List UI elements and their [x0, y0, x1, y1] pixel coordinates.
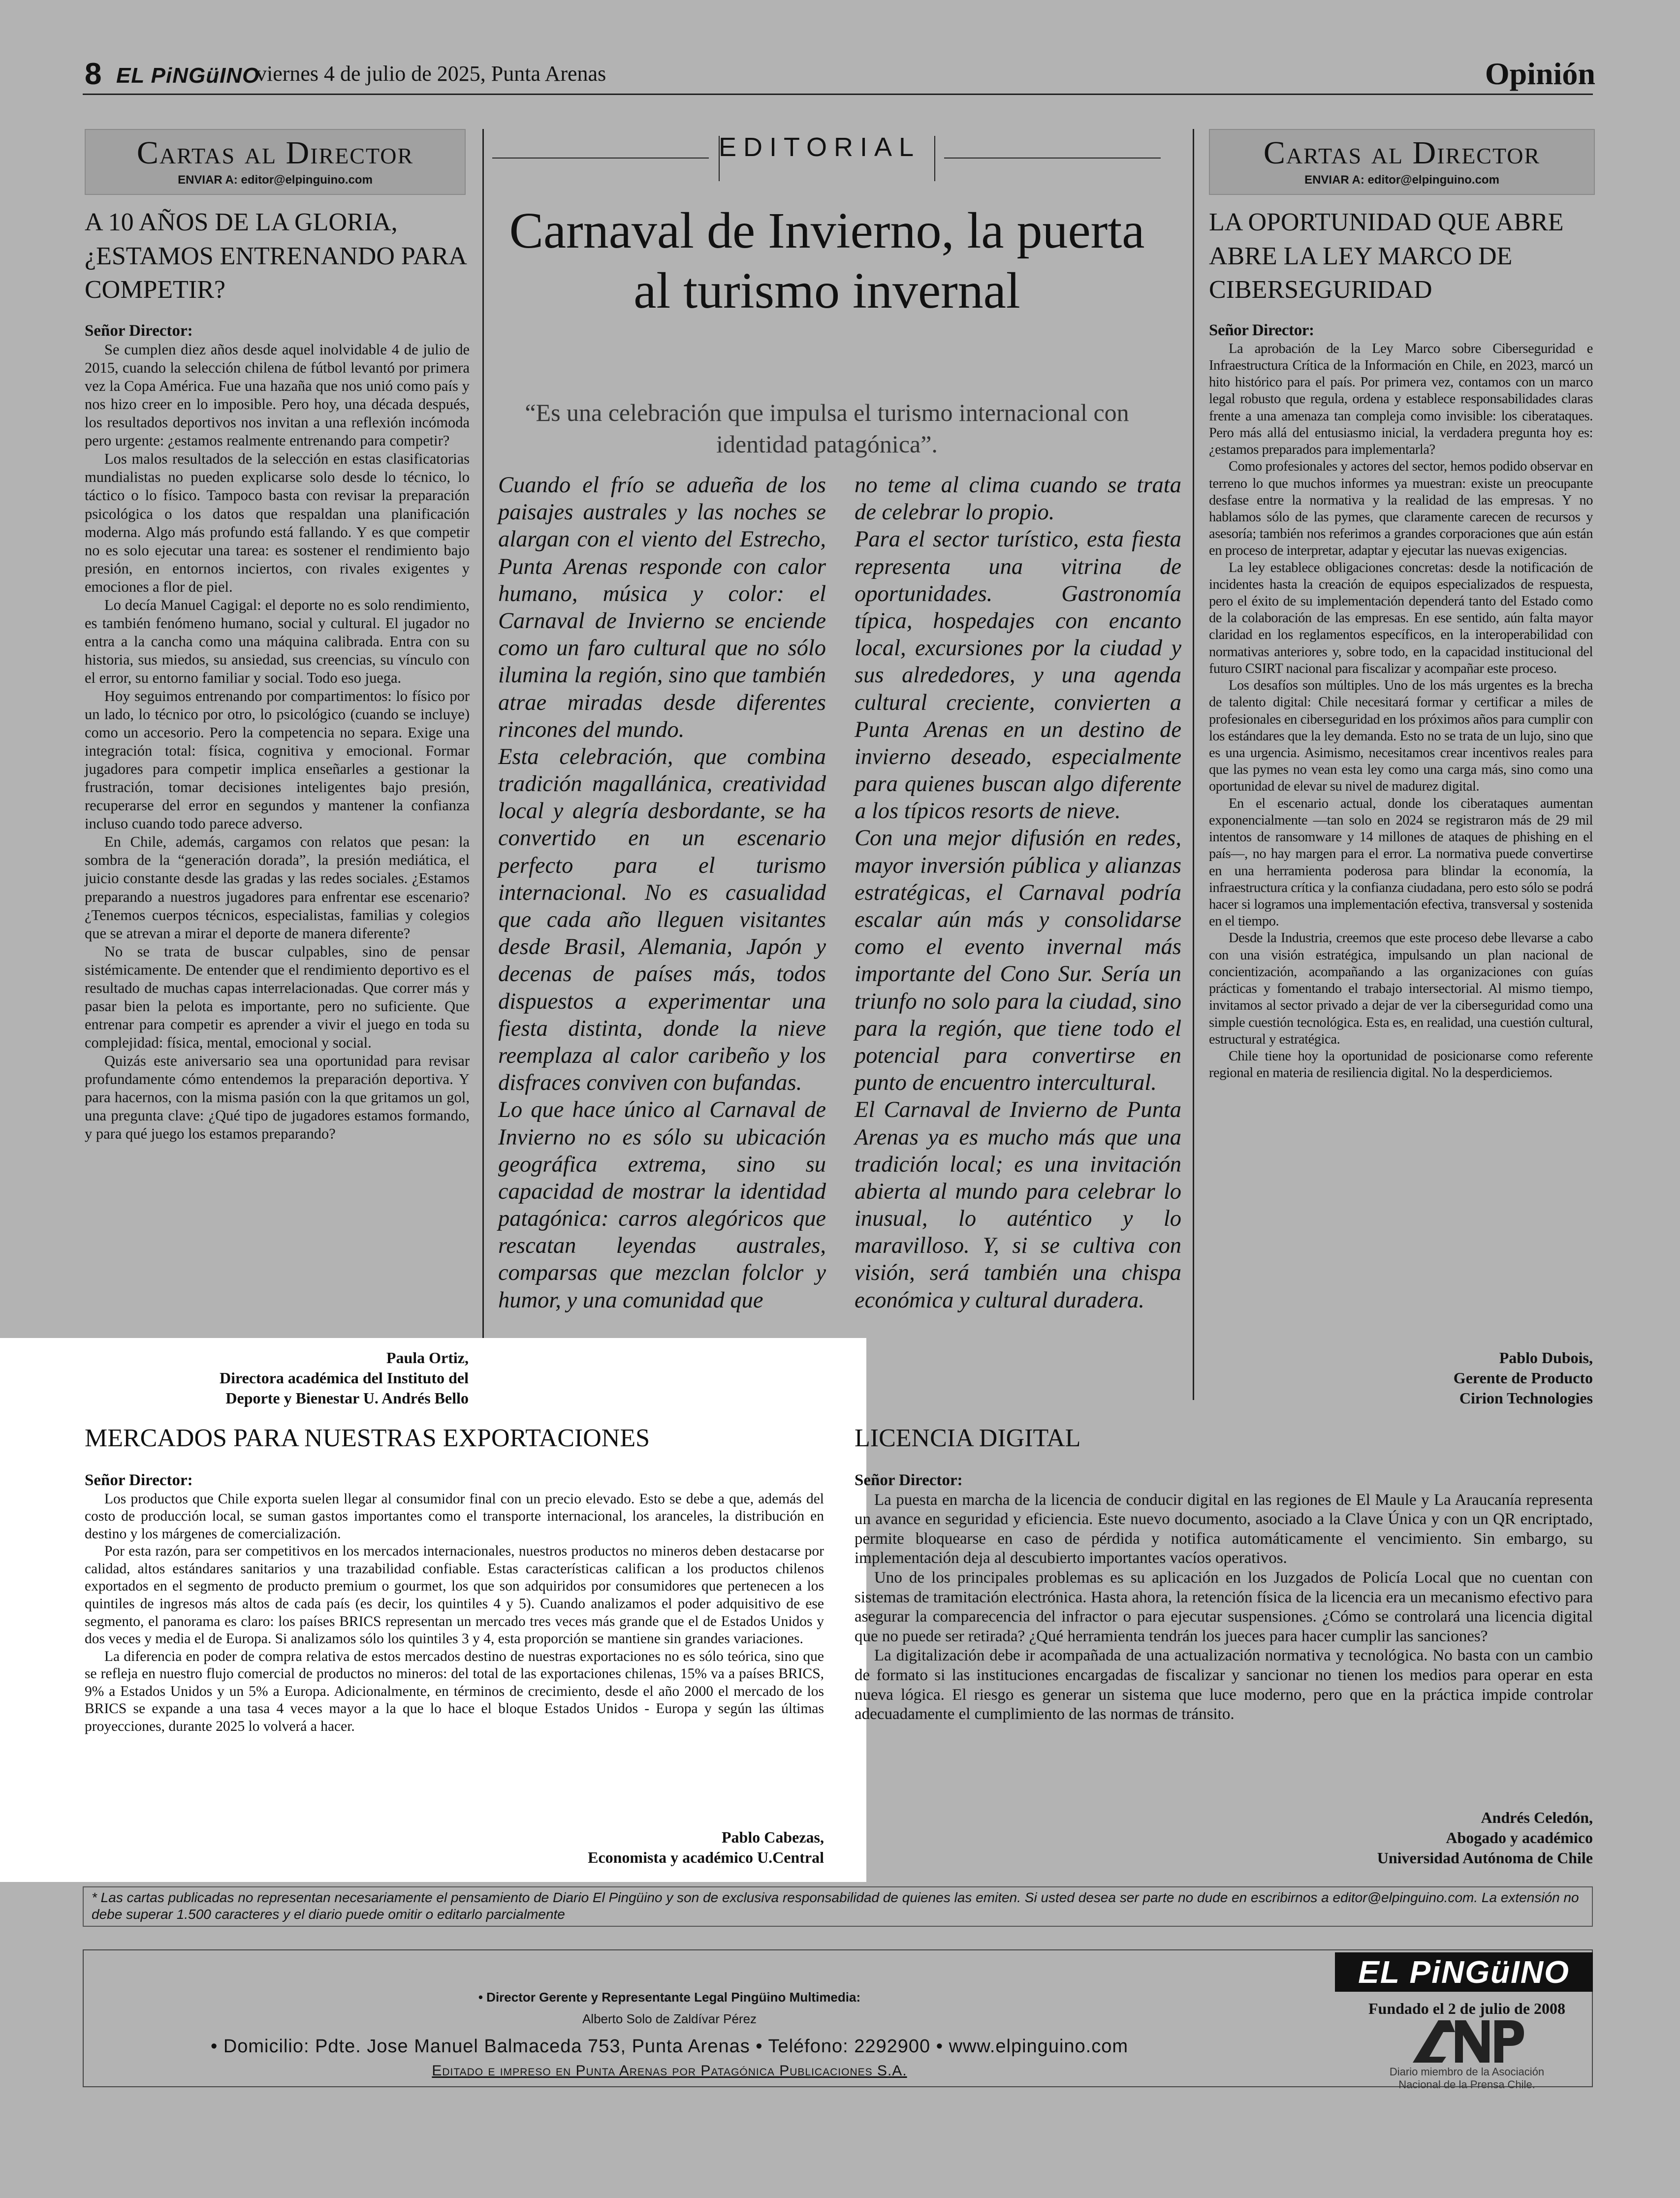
letter1-body — [85, 321, 470, 1143]
paragraph: Con una mejor difusión en redes, mayor inversión pública y alianzas estratégicas, el Carnaval podría escalar aún más y consolidarse como el evento invernal más importante del Cono Sur. Sería un triunfo no solo para la ciudad, sino para la región, que tiene todo el potencial para convertirse en punto de encuentro intercultural. — [855, 826, 1181, 1096]
paragraph: Los productos que Chile exporta suelen llegar al consumidor final con un precio elevado. Esto se debe a que, además del costo de producción local, se suman gastos importantes como el transporte internacional, los aranceles, la distribución en destino y los márgenes de comercialización. — [85, 1491, 824, 1542]
anp-caption-line: Nacional de la Prensa Chile. — [1398, 2078, 1535, 2091]
letter1-headline: A 10 AÑOS DE LA GLORIA, ¿ESTAMOS ENTRENANDO PARA COMPETIR? — [85, 208, 466, 304]
paragraph: Se cumplen diez años desde aquel inolvidable 4 de julio de 2015, cuando la selección chilena de fútbol levantó por primera vez la Copa América. Fue una hazaña que nos unió como país y nos hizo creer en lo imposible. Pero hoy, una década después, los resultados deportivos nos invitan a una reflexión incómoda pero urgente: ¿estamos realmente entrenando para competir? — [85, 341, 470, 449]
paragraph: Uno de los principales problemas es su aplicación en los Juzgados de Policía Local que no cuentan con sistemas de tramitación electrónica. Hasta ahora, la retención física de la licencia era un mecanismo efectivo para asegurar la comparecencia del infractor o para ejecutar suspensiones. ¿Cómo se controlará una licencia digital que no puede ser retirada? ¿Qué herramienta tendrán los jueces para hacer cumplir las sanciones? — [855, 1568, 1593, 1645]
letter4-body — [855, 1471, 1593, 1724]
letter4-headline: LICENCIA DIGITAL — [855, 1424, 1081, 1452]
signature-role: Directora académica del Instituto del — [220, 1369, 469, 1387]
editorial-subtitle: “Es una celebración que impulsa el turismo internacional con identidad patagónica”. — [525, 399, 1129, 458]
paragraph: La digitalización debe ir acompañada de una actualización normativa y tecnológica. No basta con un cambio de formato si las instituciones encargadas de fiscalizar y sancionar no tienen los medios para operar en esta nueva lógica. El riesgo es generar un sistema que luce moderno, pero que en la práctica impide controlar adecuadamente el cumplimiento de las normas de tránsito. — [855, 1647, 1593, 1723]
paragraph: Para el sector turístico, esta fiesta representa una vitrina de oportunidades. Gastronomía típica, hospedajes con encanto local, excursiones por la ciudad y sus alrededores, y una agenda cultural creciente, convierten a Punta Arenas en un destino de invierno deseado, especialmente para quienes buscan algo diferente a los típicos resorts de nieve. — [855, 527, 1181, 824]
signature-name: Paula Ortiz, — [386, 1349, 469, 1367]
paragraph: Por esta razón, para ser competitivos en los mercados internacionales, nuestros productos no mineros deben destacarse por calidad, altos estándares sanitarios y una trazabilidad confiable. Estas características califican a los productos chilenos exportados en el segmento de producto premium o gourmet, los que son adquiridos por consumidores que pertenecen a los quintiles de ingresos más altos de cada país (es decir, los quintiles 4 y 5). Cuando analizamos el poder adquisitivo de ese segmento, el panorama es claro: los países BRICS representan un mercado tres veces más grande que el de Estados Unidos y dos veces y media el de Europa. Si analizamos sólo los quintiles 3 y 4, esta proporción se mantiene sin grandes variaciones. — [85, 1543, 824, 1647]
section-title: Opinión — [1485, 56, 1595, 91]
signature-role: Abogado y académico — [1446, 1828, 1593, 1847]
letter2-body — [1209, 321, 1593, 1082]
issue-date: viernes 4 de julio de 2025, Punta Arenas — [256, 62, 606, 86]
header-rule — [83, 94, 1593, 95]
anp-caption — [1359, 2066, 1575, 2092]
signature-name: Pablo Dubois, — [1499, 1349, 1593, 1367]
editorial-rule-tick-right — [934, 136, 935, 181]
anp-logo-label: ANP — [1467, 2046, 1469, 2047]
footer-logo-text: EL PiNGüINO — [1358, 1954, 1570, 1990]
letters-box-left — [85, 129, 466, 195]
director-label: • Director Gerente y Representante Legal Pingüino Multimedia: — [478, 1990, 861, 2005]
paragraph: Lo que hace único al Carnaval de Invierno no es sólo su ubicación geográfica extrema, sino su capacidad de mostrar la identidad patagónica: carros alegóricos que rescatan leyendas australes, comparsas que mezclan folclor y humor, y una comunidad que — [498, 1097, 826, 1313]
paragraph: Desde la Industria, creemos que este proceso debe llevarse a cabo con una visión estratégica, impulsando un plan nacional de concientización, acompañando a las organizaciones con guías prácticas y fomentando el trabajo intersectorial. Al mismo tiempo, invitamos al sector privado a dejar de ver la ciberseguridad como una simple cuestión tecnológica. Esta es, en realidad, una cuestión cultural, estructural y estratégica. — [1209, 930, 1593, 1047]
letter3-salutation: Señor Director: — [85, 1471, 193, 1489]
letters-box-email: ENVIAR A: editor@elpinguino.com — [1304, 173, 1499, 187]
paragraph: La ley establece obligaciones concretas: desde la notificación de incidentes hasta la creación de equipos especializados de respuesta, pero el éxito de su implementación dependerá tanto del Estado como de la colaboración de las empresas. En ese sentido, aún falta mayor claridad en los reglamentos específicos, en la interoperabilidad con normativas anteriores y, sobre todo, en la capacidad institucional del futuro CSIRT nacional para fiscalizar y acompañar este proceso. — [1209, 560, 1593, 676]
paragraph: No se trata de buscar culpables, sino de pensar sistémicamente. De entender que el rendimiento deportivo es el resultado de muchas capas interrelacionadas. Que correr más y pasar bien la pelota es importante, pero no suficiente. Que entrenar para competir es aprender a vivir el juego en toda su complejidad: física, mental, emocional y social. — [85, 943, 470, 1051]
signature-role: Economista y académico U.Central — [588, 1848, 824, 1866]
letter1-signature — [85, 1348, 469, 1408]
paragraph: Esta celebración, que combina tradición magallánica, creatividad local y alegría desbordante, se ha convertido en un escenario perfecto para el turismo internacional. No es casualidad que cada año lleguen visitantes desde Brasil, Alemania, Japón y decenas de países más, todos dispuestos a experimentar una fiesta distinta, donde la nieve reemplaza al calor caribeño y los disfraces conviven con bufandas. — [498, 744, 826, 1096]
founded-date: Fundado el 2 de julio de 2008 — [1368, 2000, 1566, 2017]
letter2-headline: LA OPORTUNIDAD QUE ABRE ABRE LA LEY MARCO DE CIBERSEGURIDAD — [1209, 208, 1564, 304]
editorial-rule-left — [492, 158, 709, 159]
paragraph: Como profesionales y actores del sector, hemos podido observar en terreno lo que muchos informes ya muestran: existe un preocupante desfase entre la normativa y la realidad de las empresas. Y no hablamos sólo de las pymes, que claramente carecen de recursos y asesoría; también nos referimos a grandes corporaciones que aún están en proceso de interpretar, adaptar y ejecutar las nuevas exigencias. — [1209, 459, 1593, 559]
paragraph: Los malos resultados de la selección en estas clasificatorias mundialistas no pueden explicarse solo desde lo técnico, lo táctico o lo físico. Tampoco basta con revisar la preparación psicológica o los datos que respaldan una planificación moderna. Algo más profundo está fallando. Y es que competir no es solo ejecutar una tarea: es sostener el rendimiento bajo presión, en entornos inciertos, con rivales exigentes y emociones a flor de piel. — [85, 450, 470, 595]
letters-box-title: Cartas al Director — [136, 135, 414, 171]
paragraph: Los desafíos son múltiples. Uno de los más urgentes es la brecha de talento digital: Chile necesitará formar y certificar a miles de profesionales en ciberseguridad en los próximos años para cumplir con los estándares que la ley demanda. Esto no se trata de un lujo, sino que es una urgencia. Asimismo, necesitamos crear incentivos reales para que las pymes no vean esta ley como una carga más, sino como una oportunidad de elevar su nivel de madurez digital. — [1209, 678, 1593, 795]
paragraph: La aprobación de la Ley Marco sobre Ciberseguridad e Infraestructura Crítica de la Información en Chile, en 2023, marcó un hito histórico para el país. Por primera vez, contamos con un marco legal robusto que regula, ordena y establece responsabilidades claras frente a una amenaza tan compleja como invisible: los ciberataques. Pero más allá del entusiasmo inicial, la verdadera pregunta hoy es: ¿estamos preparados para implementarla? — [1209, 341, 1593, 458]
paragraph: En el escenario actual, donde los ciberataques aumentan exponencialmente —tan solo en 2024 se registraron más de 29 mil intentos de ransomware y 14 millones de ataques de phishing en el país—, no hay margen para el error. La normativa puede convertirse en una herramienta poderosa para blindar la economía, la infraestructura crítica y la confianza ciudadana, pero esto sólo se podrá hacer si logramos una implementación efectiva, transversal y sostenida en el tiempo. — [1209, 796, 1593, 929]
letter3-signature — [85, 1827, 824, 1868]
paragraph: no teme al clima cuando se trata de celebrar lo propio. — [855, 473, 1181, 525]
signature-institution: Deporte y Bienestar U. Andrés Bello — [225, 1389, 469, 1407]
signature-name: Pablo Cabezas, — [722, 1828, 824, 1846]
paragraph: En Chile, además, cargamos con relatos que pesan: la sombra de la “generación dorada”, la presión mediática, el juicio constante desde las gradas y las redes sociales. ¿Estamos preparando a nuestros jugadores para enfrentar ese escenario? ¿Tenemos cuerpos técnicos, especialistas, familias y colegios que se atrevan a mirar el deporte de manera diferente? — [85, 833, 470, 942]
column-rule-left — [482, 129, 484, 1400]
column-rule-right — [1193, 129, 1194, 1400]
paragraph: Chile tiene hoy la oportunidad de posicionarse como referente regional en materia de resiliencia digital. No la desperdiciemos. — [1209, 1048, 1593, 1081]
editorial-column-2 — [855, 472, 1181, 1314]
letters-box-title: Cartas al Director — [1263, 135, 1541, 171]
paragraph: Cuando el frío se adueña de los paisajes australes y las noches se alargan con el viento del Estrecho, Punta Arenas responde con calor humano, música y color: el Carnaval de Invierno se enciende como un faro cultural que no sólo ilumina la región, sino que también atrae miradas desde diferentes rincones del mundo. — [498, 473, 826, 742]
letter4-salutation: Señor Director: — [855, 1471, 963, 1489]
letter1-salutation: Señor Director: — [85, 322, 193, 340]
masthead-logo: EL PiNGüINO — [116, 64, 260, 88]
editorial-rule-right — [944, 158, 1161, 159]
footer-address: • Domicilio: Pdte. Jose Manuel Balmaceda 753, Punta Arenas • Teléfono: 2292900 • www.elpinguino.com — [210, 2036, 1129, 2057]
letter2-signature — [1209, 1348, 1593, 1408]
paragraph: Lo decía Manuel Cagigal: el deporte no es solo rendimiento, es también fenómeno humano, social y cultural. El jugador no entra a la cancha como una máquina calibrada. Entra con su historia, sus miedos, su ansiedad, sus creencias, su vínculo con el error, su entorno familiar y social. Todo eso juega. — [85, 596, 470, 686]
paragraph: Hoy seguimos entrenando por compartimentos: lo físico por un lado, lo técnico por otro, lo psicológico (cuando se incluye) como un accesorio. Pero la competencia no separa. Exige una integración total: física, cognitiva y emocional. Formar jugadores para competir implica enseñarles a gestionar la frustración, tomar decisiones inteligentes bajo presión, recuperarse del error en segundos y mantener la confianza incluso cuando todo parece adverso. — [85, 687, 470, 832]
paragraph: La diferencia en poder de compra relativa de estos mercados destino de nuestras exportaciones no es sólo teórica, sino que se refleja en nuestro flujo comercial de productos no mineros: del total de las exportaciones chilenas, 15% va a países BRICS, 9% a Estados Unidos y un 5% a Europa. Adicionalmente, en términos de crecimiento, desde el año 2000 el mercado de los BRICS se expande a una tasa 4 veces mayor a la que lo hace el bloque Estados Unidos - Europa y según las últimas proyecciones, durante 2025 lo volverá a hacer. — [85, 1648, 824, 1734]
editorial-title: Carnaval de Invierno, la puerta al turismo invernal — [509, 202, 1145, 319]
letter3-body — [85, 1471, 824, 1735]
signature-role: Gerente de Producto — [1453, 1369, 1593, 1387]
letter3-headline: MERCADOS PARA NUESTRAS EXPORTACIONES — [85, 1424, 650, 1452]
anp-logo-icon — [1408, 2017, 1526, 2065]
paragraph: El Carnaval de Invierno de Punta Arenas ya es mucho más que una tradición local; es una invitación abierta al mundo para celebrar lo inusual, lo auténtico y lo maravilloso. Y, si se cultiva con visión, será también una chispa económica y cultural duradera. — [855, 1097, 1181, 1313]
letters-box-right — [1209, 129, 1595, 195]
footer-logo — [1335, 1952, 1593, 1992]
director-name: Alberto Solo de Zaldívar Pérez — [582, 2011, 757, 2026]
editorial-label: EDITORIAL — [719, 132, 921, 162]
footer-printed-by: Editado e impreso en Punta Arenas por Patagónica Publicaciones S.A. — [432, 2063, 907, 2079]
signature-institution: Universidad Autónoma de Chile — [1377, 1848, 1593, 1867]
page-number: 8 — [85, 57, 102, 91]
disclaimer: * Las cartas publicadas no representan necesariamente el pensamiento de Diario El Pingüino y son de exclusiva responsabilidad de quienes las emiten. Si usted desea ser parte no dude en escribirnos a editor@elpinguino.com. La extensión no debe superar 1.500 caracteres y el diario puede omitir o editarlo parcialmente — [83, 1886, 1593, 1927]
letter4-signature — [855, 1808, 1593, 1868]
paragraph: Quizás este aniversario sea una oportunidad para revisar profundamente cómo entendemos la preparación deportiva. Y para hacernos, con la misma pasión con la que gritamos un gol, una pregunta clave: ¿Qué tipo de jugadores estamos formando, y para qué juego los estamos preparando? — [85, 1052, 470, 1143]
anp-caption-line: Diario miembro de la Asociación — [1389, 2066, 1545, 2078]
signature-name: Andrés Celedón, — [1481, 1809, 1593, 1826]
letter2-salutation: Señor Director: — [1209, 321, 1314, 339]
editorial-column-1 — [498, 472, 826, 1314]
signature-institution: Cirion Technologies — [1459, 1389, 1593, 1407]
paragraph: La puesta en marcha de la licencia de conducir digital en las regiones de El Maule y La Araucanía representa un avance en seguridad y eficiencia. Este nuevo documento, asociado a la Clave Única y con un QR encriptado, permite bloquearse en caso de pérdida y notifica automáticamente el vencimiento. Sin embargo, su implementación deja al descubierto importantes vacíos operativos. — [855, 1491, 1593, 1567]
letters-box-email: ENVIAR A: editor@elpinguino.com — [178, 173, 373, 187]
